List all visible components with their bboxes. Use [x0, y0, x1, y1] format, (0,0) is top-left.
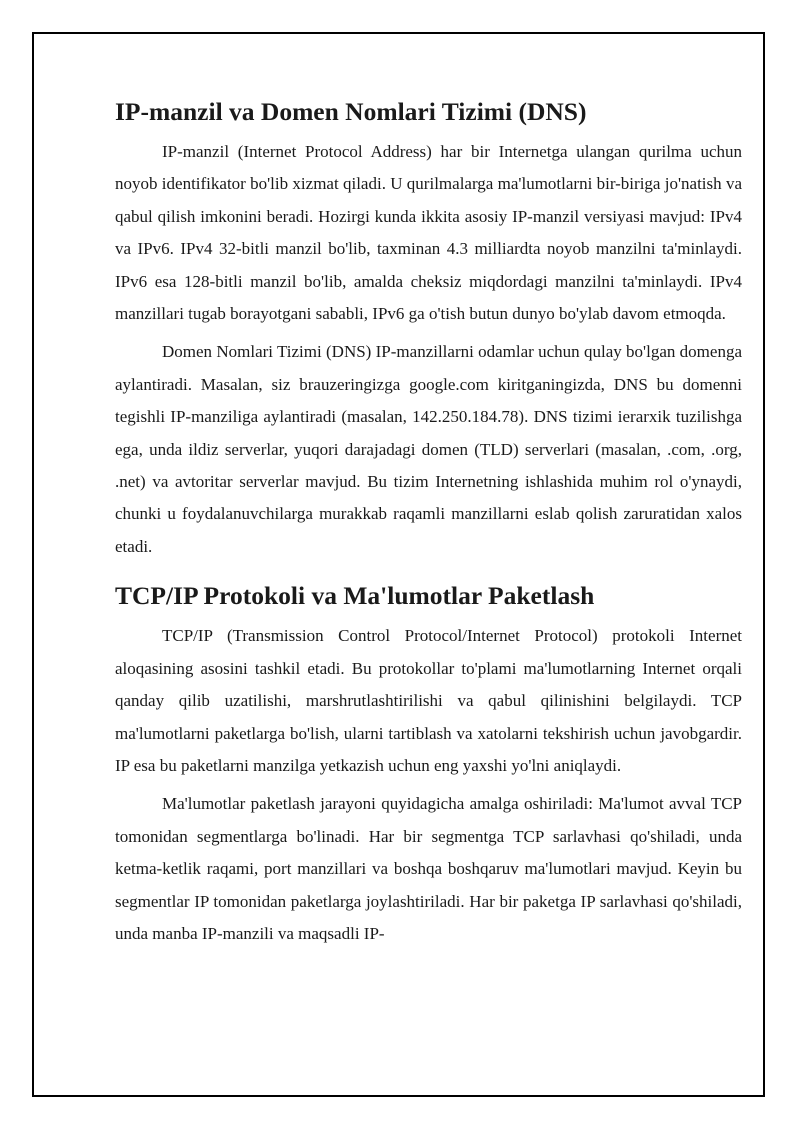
paragraph-ip-address: IP-manzil (Internet Protocol Address) har bir Internetga ulangan qurilma uchun noyob identifikator bo'lib xizmat qiladi. U qurilmalarga ma'lumotlarni bir-biriga jo'natish va qabul qilish imkonini beradi. Hozirgi kunda ikkita asosiy IP-manzil versiyasi mavjud: IPv4 va IPv6. IPv4 32-bitli manzil bo'lib, taxminan 4.3 milliardta noyob manzilni ta'minlaydi. IPv6 esa 128-bitli manzil bo'lib, amalda cheksiz miqdordagi manzilni ta'minlaydi. IPv4 manzillari tugab borayotgani sababli, IPv6 ga o'tish butun dunyo bo'ylab davom etmoqda. [115, 142, 742, 324]
paragraph-packetization: Ma'lumotlar paketlash jarayoni quyidagicha amalga oshiriladi: Ma'lumot avval TCP tomonidan segmentlarga bo'linadi. Har bir segmentga TCP sarlavhasi qo'shiladi, unda ketma-ketlik raqami, port manzillari va boshqa boshqaruv ma'lumotlari mavjud. Keyin bu segmentlar IP tomonidan paketlarga joylashtiriladi. Har bir paketga IP sarlavhasi qo'shiladi, unda manba IP-manzili va maqsadli IP- [115, 794, 742, 943]
section-heading-dns: IP-manzil va Domen Nomlari Tizimi (DNS) [115, 97, 587, 126]
document-body [115, 98, 742, 950]
paragraph-dns: Domen Nomlari Tizimi (DNS) IP-manzillarni odamlar uchun qulay bo'lgan domenga aylantiradi. Masalan, siz brauzeringizga google.com kiritganingizda, DNS bu domenni tegishli IP-manziliga aylantiradi (masalan, 142.250.184.78). DNS tizimi ierarxik tuzilishga ega, unda ildiz serverlar, yuqori darajadagi domen (TLD) serverlari (masalan, .com, .org, .net) va avtoritar serverlar mavjud. Bu tizim Internetning ishlashida muhim rol o'ynaydi, chunki u foydalanuvchilarga murakkab raqamli manzillarni eslab qolish zaruratidan xalos etadi. [115, 342, 742, 556]
paragraph-tcpip: TCP/IP (Transmission Control Protocol/Internet Protocol) protokoli Internet aloqasining asosini tashkil etadi. Bu protokollar to'plami ma'lumotlarning Internet orqali qanday qilib uzatilishi, marshrutlashtirilishi va qabul qilinishini belgilaydi. TCP ma'lumotlarni paketlarga bo'lish, ularni tartiblash va xatolarni tekshirish uchun javobgardir. IP esa bu paketlarni manzilga yetkazish uchun eng yaxshi yo'lni aniqlaydi. [115, 626, 742, 775]
section-heading-tcpip: TCP/IP Protokoli va Ma'lumotlar Paketlash [115, 581, 595, 611]
